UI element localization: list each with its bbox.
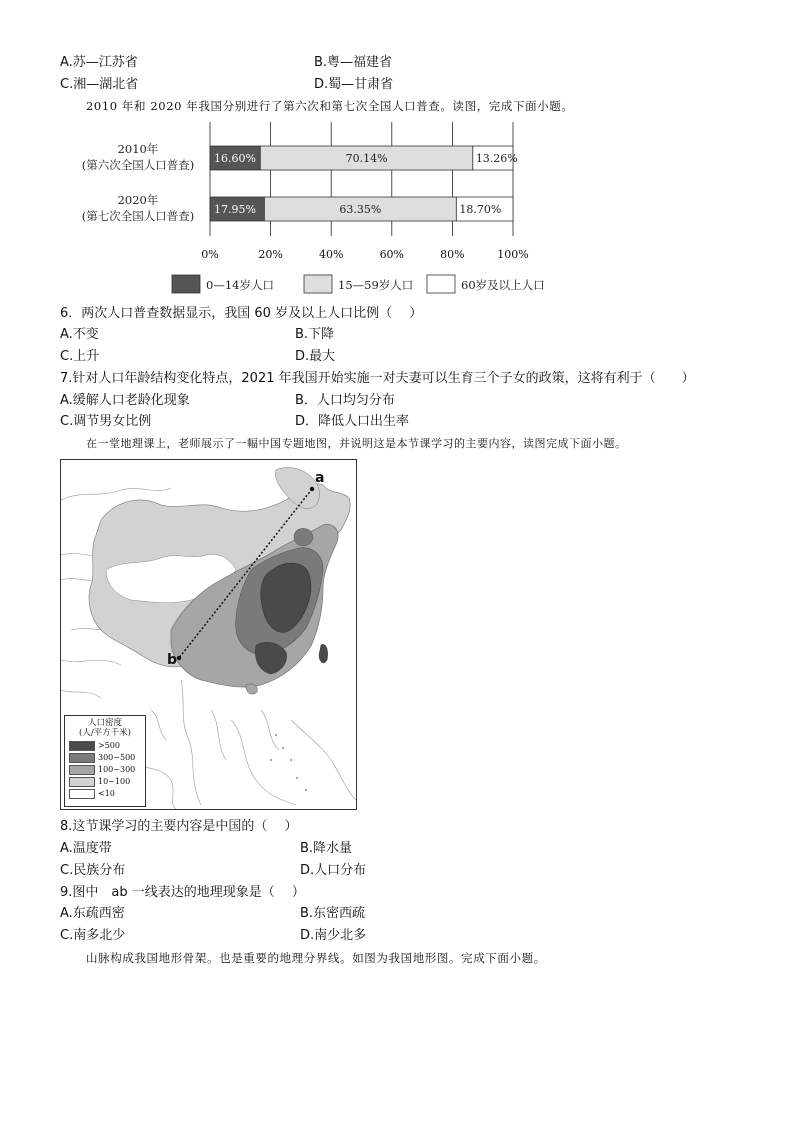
data-label: 16.60% — [214, 152, 256, 165]
q6-option-c: C.上升 — [60, 349, 100, 364]
census-intro: 2010 年和 2020 年我国分别进行了第六次和第七次全国人口普查。读图，完成下面小题。 — [86, 99, 574, 113]
point-b — [177, 656, 181, 660]
data-label: 18.70% — [459, 203, 502, 216]
legend-swatch — [69, 777, 95, 787]
q6-option-b: B.下降 — [295, 327, 335, 342]
map-legend — [64, 715, 146, 807]
legend-swatch — [69, 765, 95, 775]
legend-swatch — [69, 741, 95, 751]
x-tick-label: 0% — [201, 248, 219, 261]
q9-option-b: B.东密西疏 — [300, 906, 366, 921]
q5-option-b: B.粤—福建省 — [314, 55, 393, 70]
legend-row — [69, 741, 145, 751]
category-label: (第六次全国人口普查) — [81, 158, 195, 172]
q9-stem: 9.图中 ab 一线表达的地理现象是（ ） — [60, 885, 305, 900]
q6-stem: 6．两次人口普查数据显示，我国 60 岁及以上人口比例（ ） — [60, 306, 423, 321]
q9-option-a: A.东疏西密 — [60, 906, 125, 921]
x-tick-label: 60% — [379, 248, 405, 261]
q8-option-c: C.民族分布 — [60, 863, 126, 878]
data-label: 17.95% — [214, 203, 256, 216]
legend-label: 10~100 — [98, 777, 131, 786]
q7-option-b: B．人口均匀分布 — [295, 393, 395, 408]
q7-option-a: A.缓解人口老龄化现象 — [60, 393, 190, 408]
legend-unit: (人/平方千米) — [79, 728, 131, 738]
legend-swatch — [304, 275, 332, 293]
q6-option-d: D.最大 — [295, 349, 336, 364]
legend-label: 300~500 — [98, 753, 136, 762]
legend-label: 60岁及以上人口 — [461, 278, 545, 292]
category-label: 2020年 — [117, 193, 159, 207]
q5-option-c: C.湘—湖北省 — [60, 77, 139, 92]
legend-swatch — [69, 753, 95, 763]
q7-option-d: D．降低人口出生率 — [295, 414, 410, 429]
data-label: 70.14% — [345, 152, 388, 165]
legend-label: 0—14岁人口 — [206, 278, 274, 292]
point-a — [310, 487, 314, 491]
q6-option-a: A.不变 — [60, 327, 99, 342]
legend-row — [69, 777, 145, 787]
legend-row — [69, 753, 145, 763]
legend-row — [69, 789, 145, 799]
category-label: 2010年 — [117, 142, 159, 156]
x-tick-label: 100% — [497, 248, 529, 261]
hainan-island — [246, 684, 257, 694]
q8-option-a: A.温度带 — [60, 841, 112, 856]
q8-stem: 8.这节课学习的主要内容是中国的（ ） — [60, 819, 298, 834]
legend-title: 人口密度 — [87, 718, 122, 728]
legend-swatch — [427, 275, 455, 293]
data-label: 63.35% — [339, 203, 382, 216]
border-line — [61, 488, 171, 500]
q7-stem: 7.针对人口年龄结构变化特点，2021 年我国开始实施一对夫妻可以生育三个子女的政策，这将有利于（ ） — [60, 371, 695, 386]
label-b: b — [167, 652, 178, 668]
q7-option-c: C.调节男女比例 — [60, 414, 152, 429]
taiwan-island — [319, 644, 328, 663]
category-label: (第七次全国人口普查) — [81, 209, 195, 223]
legend-label: 100~300 — [98, 765, 136, 774]
legend-swatch — [69, 789, 95, 799]
population-density-map — [60, 459, 357, 810]
q9-option-c: C.南多北少 — [60, 928, 126, 943]
q8-option-b: B.降水量 — [300, 841, 353, 856]
q8-option-d: D.人口分布 — [300, 863, 367, 878]
q5-option-a: A.苏—江苏省 — [60, 55, 138, 70]
data-label: 13.26% — [475, 152, 518, 165]
legend-label: <10 — [98, 789, 115, 798]
legend-row — [69, 765, 145, 775]
x-tick-label: 40% — [318, 248, 344, 261]
x-tick-label: 80% — [440, 248, 465, 261]
legend-swatch — [172, 275, 200, 293]
legend-label: 15—59岁人口 — [338, 278, 414, 292]
q5-option-d: D.蜀—甘肃省 — [314, 77, 394, 92]
terrain-intro: 山脉构成我国地形骨架。也是重要的地理分界线。如图为我国地形图。完成下面小题。 — [86, 951, 546, 965]
q9-option-d: D.南少北多 — [300, 928, 367, 943]
x-tick-label: 20% — [258, 248, 283, 261]
label-a: a — [315, 470, 325, 486]
map-intro: 在一堂地理课上，老师展示了一幅中国专题地图，并说明这是本节课学习的主要内容，读图完成下面小题。 — [86, 437, 627, 450]
census-age-structure-chart — [50, 118, 570, 300]
legend-label: >500 — [98, 741, 120, 750]
